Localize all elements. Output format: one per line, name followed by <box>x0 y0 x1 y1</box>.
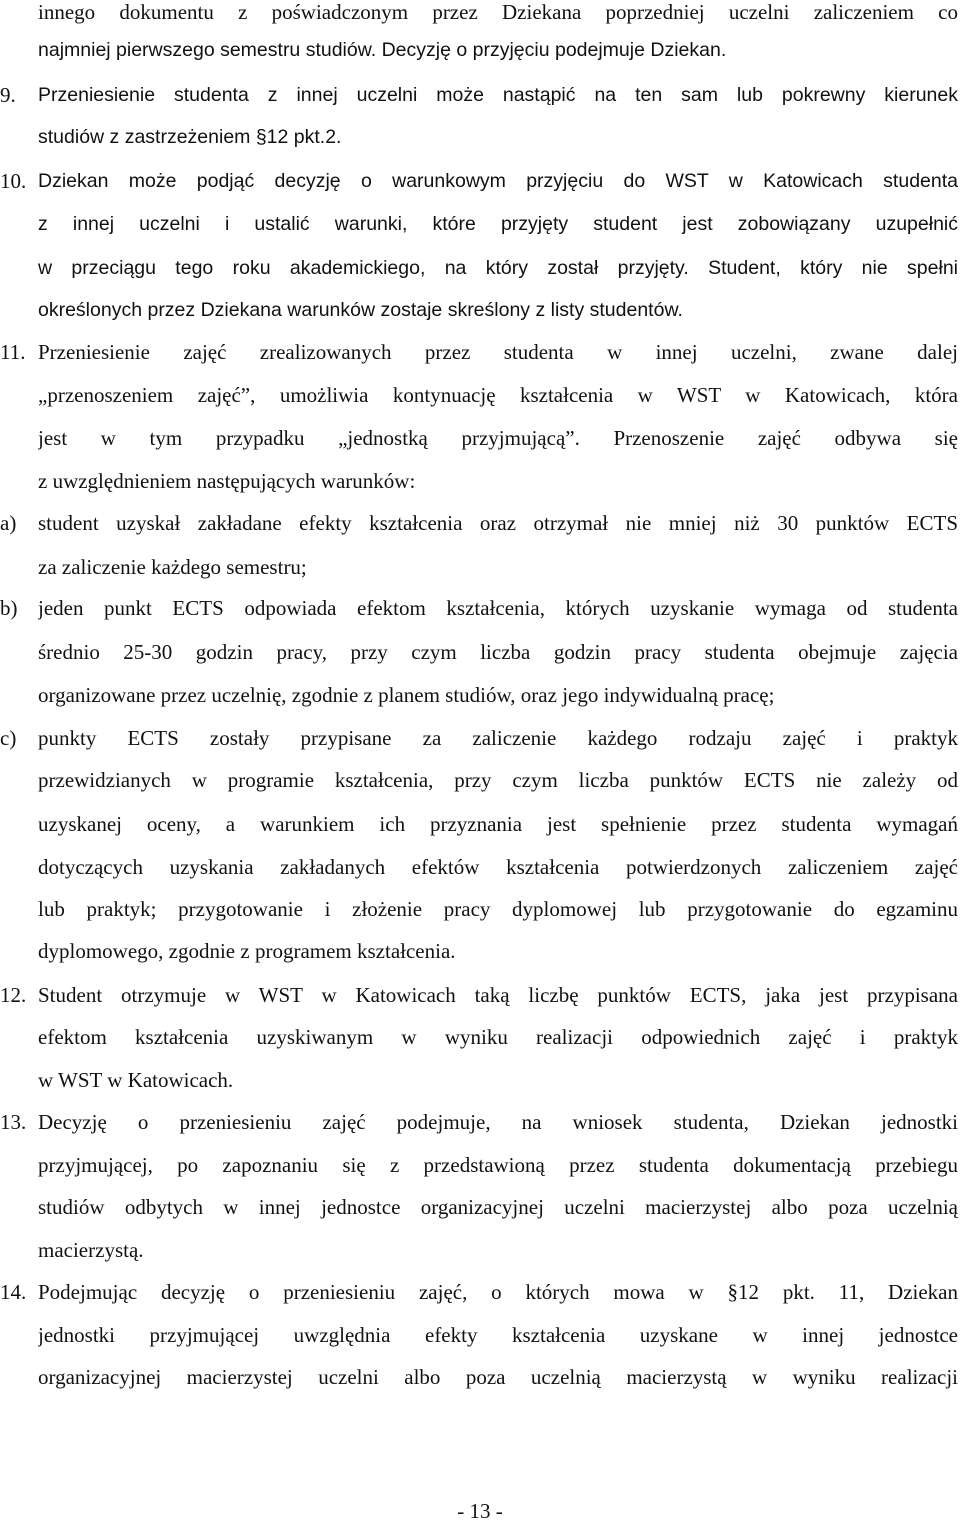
text-line: jeden punkt ECTS odpowiada efektom kształcenia, których uzyskanie wymaga od studenta <box>38 596 958 620</box>
paragraph-number: 11. <box>0 340 26 364</box>
text-line: efektom kształcenia uzyskiwanym w wyniku realizacji odpowiednich zajęć i praktyk <box>38 1025 958 1049</box>
text-line: lub praktyk; przygotowanie i złożenie pracy dyplomowej lub przygotowanie do egzaminu <box>38 897 958 921</box>
paragraph-number: b) <box>0 596 18 620</box>
text-line: z uwzględnieniem następujących warunków: <box>38 469 416 493</box>
text-line: dyplomowego, zgodnie z programem kształcenia. <box>38 939 456 963</box>
text-line: Dziekan może podjąć decyzję o warunkowym przyjęciu do WST w Katowicach studenta <box>38 170 958 192</box>
text-line: punkty ECTS zostały przypisane za zaliczenie każdego rodzaju zajęć i praktyk <box>38 726 958 750</box>
text-line: z innej uczelni i ustalić warunki, które przyjęty student jest zobowiązany uzupełnić <box>38 213 958 235</box>
text-line: jednostki przyjmującej uwzględnia efekty kształcenia uzyskane w innej jednostce <box>38 1323 958 1347</box>
text-line: w WST w Katowicach. <box>38 1068 234 1092</box>
text-line: student uzyskał zakładane efekty kształcenia oraz otrzymał nie mniej niż 30 punktów ECTS <box>38 511 958 535</box>
text-line: jest w tym przypadku „jednostką przyjmującą”. Przenoszenie zajęć odbywa się <box>38 426 958 450</box>
paragraph-number: 9. <box>0 83 16 107</box>
text-line: w przeciągu tego roku akademickiego, na który został przyjęty. Student, który nie spełni <box>38 257 958 279</box>
paragraph-number: 13. <box>0 1110 27 1134</box>
text-line: organizowane przez uczelnię, zgodnie z planem studiów, oraz jego indywidualną pracę; <box>38 683 775 707</box>
text-line: Przeniesienie studenta z innej uczelni może nastąpić na ten sam lub pokrewny kierunek <box>38 84 958 106</box>
text-line: za zaliczenie każdego semestru; <box>38 555 307 579</box>
text-line: uzyskanej oceny, a warunkiem ich przyznania jest spełnienie przez studenta wymagań <box>38 812 958 836</box>
text-line: średnio 25-30 godzin pracy, przy czym liczba godzin pracy studenta obejmuje zajęcia <box>38 640 958 664</box>
text-line: przewidzianych w programie kształcenia, przy czym liczba punktów ECTS nie zależy od <box>38 768 958 792</box>
paragraph-number: 12. <box>0 983 27 1007</box>
page-number: - 13 - <box>457 1499 503 1523</box>
text-line: studiów z zastrzeżeniem §12 pkt.2. <box>38 126 342 148</box>
text-line: organizacyjnej macierzystej uczelni albo poza uczelnią macierzystą w wyniku realizacji <box>38 1365 958 1389</box>
text-line: „przenoszeniem zajęć”, umożliwia kontynuację kształcenia w WST w Katowicach, która <box>38 383 958 407</box>
text-line: Student otrzymuje w WST w Katowicach taką liczbę punktów ECTS, jaka jest przypisana <box>38 983 958 1007</box>
paragraph-number: a) <box>0 511 17 535</box>
text-line: przyjmującej, po zapoznaniu się z przedstawioną przez studenta dokumentacją przebiegu <box>38 1153 958 1177</box>
paragraph-number: c) <box>0 726 17 750</box>
text-line: Podejmując decyzję o przeniesieniu zajęć, o których mowa w §12 pkt. 11, Dziekan <box>38 1280 958 1304</box>
text-line: macierzystą. <box>38 1238 144 1262</box>
paragraph-number: 14. <box>0 1280 27 1304</box>
text-line: Przeniesienie zajęć zrealizowanych przez studenta w innej uczelni, zwane dalej <box>38 340 958 364</box>
text-line: Decyzję o przeniesieniu zajęć podejmuje, na wniosek studenta, Dziekan jednostki <box>38 1110 958 1134</box>
text-line: dotyczących uzyskania zakładanych efektów kształcenia potwierdzonych zaliczeniem zajęć <box>38 855 958 879</box>
text-line: najmniej pierwszego semestru studiów. Decyzję o przyjęciu podejmuje Dziekan. <box>38 39 727 61</box>
text-line: studiów odbytych w innej jednostce organizacyjnej uczelni macierzystej albo poza uczelnią <box>38 1195 958 1219</box>
text-line: określonych przez Dziekana warunków zostaje skreślony z listy studentów. <box>38 299 683 321</box>
paragraph-number: 10. <box>0 169 27 193</box>
text-line: innego dokumentu z poświadczonym przez Dziekana poprzedniej uczelni zaliczeniem co <box>38 0 958 24</box>
